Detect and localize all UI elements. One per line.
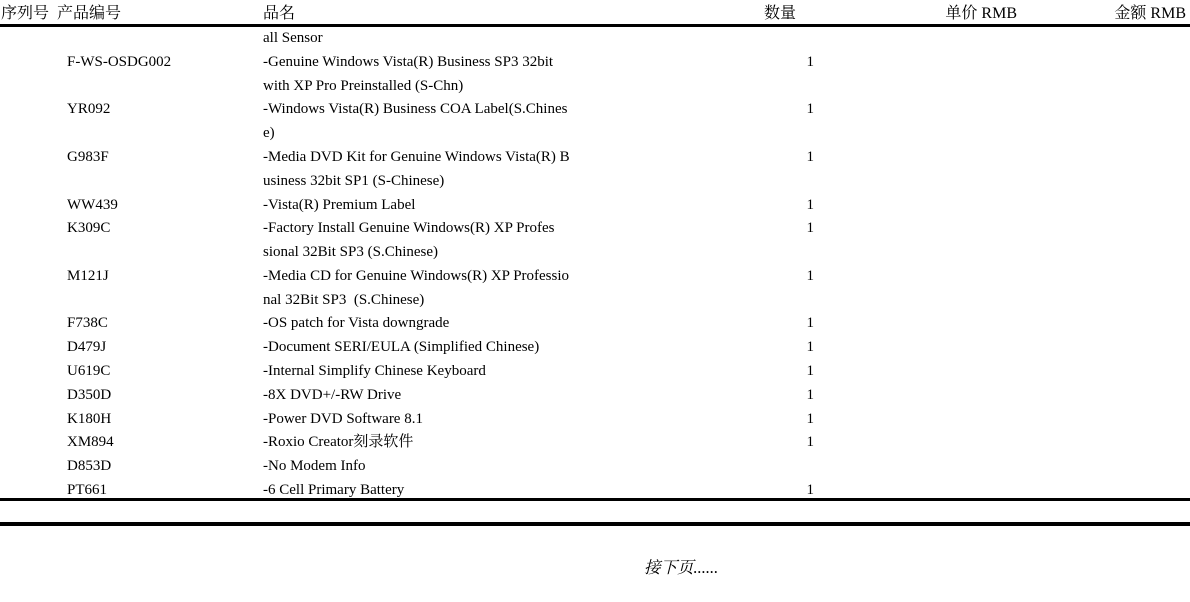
table-row: [0, 194, 1190, 218]
item-product-code: PT661: [67, 482, 108, 498]
item-quantity: 1: [806, 220, 814, 237]
item-product-code: D853D: [67, 458, 112, 475]
table-row: [0, 265, 1190, 289]
col-header-serial: 序列号: [1, 5, 50, 22]
item-description: nal 32Bit SP3 (S.Chinese): [263, 291, 425, 308]
item-product-code: YR092: [67, 101, 111, 118]
item-description: -OS patch for Vista downgrade: [263, 315, 450, 332]
col-header-product-name: 品名: [263, 5, 296, 22]
item-description: -8X DVD+/-RW Drive: [263, 386, 402, 403]
col-header-unit-price: 单价 RMB: [945, 5, 1017, 22]
table-row: [0, 312, 1190, 336]
item-description: with XP Pro Preinstalled (S-Chn): [263, 77, 464, 94]
item-description: -6 Cell Primary Battery: [263, 482, 405, 498]
item-quantity: 1: [806, 101, 814, 118]
table-row: [0, 98, 1190, 122]
table-row: [0, 360, 1190, 384]
item-quantity: 1: [806, 386, 814, 403]
table-row: [0, 336, 1190, 360]
table-row: [0, 384, 1190, 408]
table-row: [0, 479, 1190, 503]
table-row: [0, 431, 1190, 455]
table-row: [0, 170, 1190, 194]
item-description: -Media CD for Genuine Windows(R) XP Professio: [263, 267, 570, 284]
item-description: all Sensor: [263, 30, 323, 46]
item-quantity: 1: [806, 339, 814, 356]
table-row: [0, 455, 1190, 479]
table-row: [0, 122, 1190, 146]
table-row: [0, 146, 1190, 170]
item-quantity: 1: [806, 267, 814, 284]
item-description: -No Modem Info: [263, 458, 366, 475]
item-quantity: 1: [806, 148, 814, 165]
table-row: [0, 289, 1190, 313]
item-product-code: K180H: [67, 410, 112, 427]
summary-rule: [0, 522, 1190, 526]
table-row: [0, 408, 1190, 432]
table-row: [0, 241, 1190, 265]
item-product-code: D479J: [67, 339, 107, 356]
item-description: -Document SERI/EULA (Simplified Chinese): [263, 339, 540, 356]
item-product-code: G983F: [67, 148, 109, 165]
item-quantity: 1: [806, 363, 814, 380]
item-description: -Genuine Windows Vista(R) Business SP3 32bit: [263, 53, 554, 70]
item-quantity: 1: [806, 53, 814, 70]
item-description: usiness 32bit SP1 (S-Chinese): [263, 172, 445, 189]
item-description: -Power DVD Software 8.1: [263, 410, 423, 427]
item-description: -Vista(R) Premium Label: [263, 196, 416, 213]
item-description: e): [263, 125, 275, 142]
continued-note: 接下页......: [644, 558, 719, 577]
item-quantity: 1: [806, 315, 814, 332]
item-product-code: D350D: [67, 386, 112, 403]
table-row: [0, 27, 1190, 51]
item-product-code: XM894: [67, 434, 114, 451]
table-row: [0, 51, 1190, 75]
item-description: -Roxio Creator刻录软件: [263, 434, 414, 451]
item-product-code: U619C: [67, 363, 111, 380]
col-header-quantity: 数量: [764, 5, 797, 22]
table-row: [0, 217, 1190, 241]
item-quantity: 1: [806, 434, 814, 451]
item-product-code: F738C: [67, 315, 108, 332]
item-quantity: 1: [806, 482, 814, 498]
item-description: -Media DVD Kit for Genuine Windows Vista(R) B: [263, 148, 570, 165]
item-description: -Windows Vista(R) Business COA Label(S.Chines: [263, 101, 568, 118]
table-row: [0, 75, 1190, 99]
item-product-code: F-WS-OSDG002: [67, 53, 172, 70]
item-quantity: 1: [806, 410, 814, 427]
item-product-code: K309C: [67, 220, 111, 237]
item-product-code: M121J: [67, 267, 109, 284]
col-header-amount: 金额 RMB: [1114, 5, 1186, 22]
item-description: -Internal Simplify Chinese Keyboard: [263, 363, 486, 380]
item-product-code: WW439: [67, 196, 118, 213]
item-description: -Factory Install Genuine Windows(R) XP Profes: [263, 220, 555, 237]
item-quantity: 1: [806, 196, 814, 213]
col-header-product-code: 产品编号: [57, 5, 122, 22]
item-description: sional 32Bit SP3 (S.Chinese): [263, 244, 439, 261]
